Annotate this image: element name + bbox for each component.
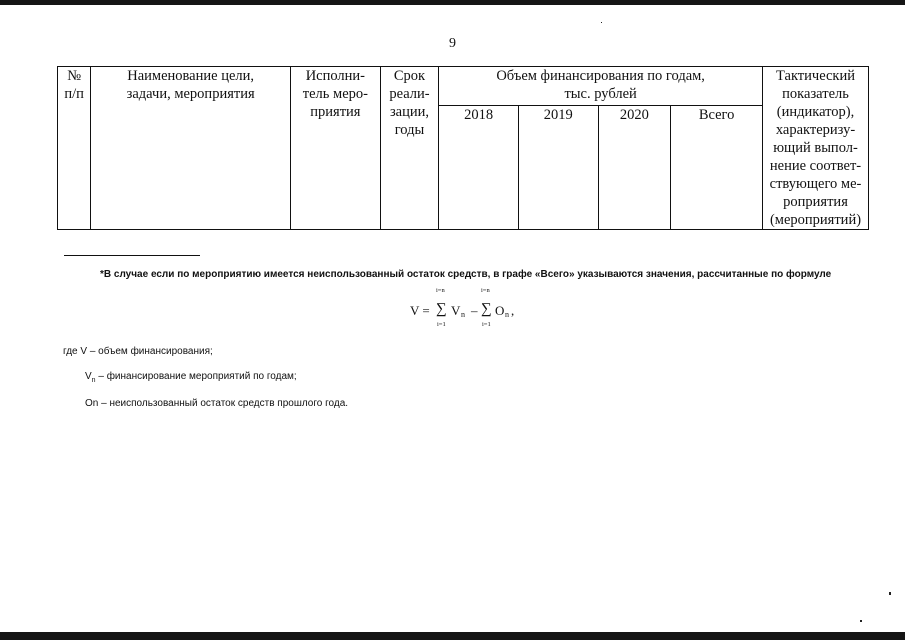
header-name: Наименование цели, задачи, мероприятия [91, 67, 291, 230]
definition-v: где V – объем финансирования; [63, 346, 213, 357]
header-year-2019: 2019 [518, 105, 598, 229]
header-term: Срок реали- зации, годы [380, 67, 439, 230]
scan-speck [860, 620, 862, 622]
formula-term2-var: O [495, 303, 505, 318]
header-year-2020: 2020 [598, 105, 671, 229]
page-number: 9 [449, 36, 456, 51]
definition-vn [85, 371, 297, 384]
definition-vn-sub: n [91, 377, 96, 384]
formula-sum2-sign: ∑ [481, 301, 492, 317]
formula-comma: , [511, 303, 515, 318]
definition-on: Оn – неиспользованный остаток средств прошлого года. [85, 398, 349, 409]
header-number: № п/п [58, 67, 91, 230]
activities-table [57, 66, 869, 230]
header-executor: Исполни- тель меро- приятия [290, 67, 380, 230]
definition-vn-text: – финансирование мероприятий по годам; [95, 371, 297, 382]
formula-sum1-lower: i=1 [437, 321, 446, 328]
scan-speck [601, 22, 602, 23]
formula-sum1-upper: i=n [436, 287, 445, 294]
formula-sum2-lower: i=1 [482, 321, 491, 328]
formula-sum2-upper: i=n [481, 287, 490, 294]
header-total: Всего [671, 105, 763, 229]
scan-edge-bottom [0, 632, 905, 640]
formula-lhs: V = [410, 303, 430, 318]
formula-term1-sub: n [461, 310, 465, 319]
formula-minus: – [471, 303, 478, 318]
formula-term1-var: V [451, 303, 461, 318]
definition-vn-var: V [85, 371, 92, 382]
formula-sum1-sign: ∑ [436, 301, 447, 317]
footnote-separator [64, 255, 200, 256]
header-funding: Объем финансирования по годам, тыс. рублей [439, 67, 763, 106]
formula [410, 283, 610, 343]
scan-edge-top [0, 0, 905, 5]
header-indicator: Тактический показатель (индикатор), характеризу- ющий выпол- нение соответ- ствующего ме- роприятия (мероприятий) [763, 67, 869, 230]
formula-term2-sub: n [505, 310, 509, 319]
scan-speck [889, 592, 891, 595]
header-year-2018: 2018 [439, 105, 519, 229]
footnote-text: *В случае если по мероприятию имеется неиспользованный остаток средств, в графе «Всего» указываются значения, рассчитанные по формуле [100, 269, 832, 280]
